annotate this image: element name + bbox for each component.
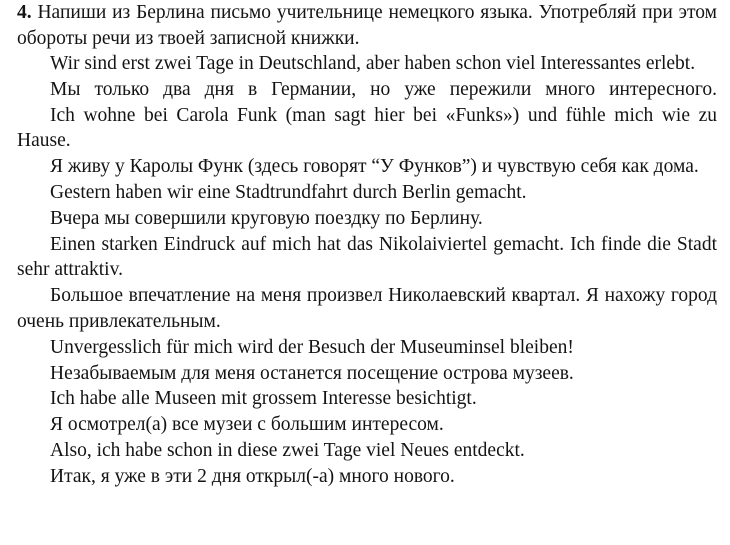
task-number: 4. xyxy=(17,2,32,23)
german-phrase: Ich habe alle Museen mit grossem Interesse besichtigt. xyxy=(50,388,477,410)
task-text: Напиши из Берлина письмо учительнице немецкого языка. Употребляй при этом обороты речи из твоей записной книжки. xyxy=(17,2,718,49)
german-phrase: Ich wohne bei Carola Funk (man sagt hier bei «Funks») und fühle mich wie zu Hause. xyxy=(17,104,717,152)
russian-translation: Мы только два дня в Германии, но уже пережили много интересного. xyxy=(50,78,717,100)
russian-translation: Большое впечатление на меня произвел Николаевский квартал. Я нахожу город очень привлекательным. xyxy=(17,285,717,332)
german-phrase: Also, ich habe schon in diese zwei Tage viel Neues entdeckt. xyxy=(50,439,525,461)
russian-translation: Я живу у Каролы Функ (здесь говорят “У Функов”) и чувствую себя как дома. xyxy=(50,156,699,178)
russian-translation: Итак, я уже в эти 2 дня открыл(-а) много нового. xyxy=(50,465,455,487)
german-phrase: Einen starken Eindruck auf mich hat das Nikolaiviertel gemacht. Ich finde die Stadt sehr attraktiv. xyxy=(17,233,717,281)
task-statement xyxy=(17,0,717,52)
german-phrase: Gestern haben wir eine Stadtrundfahrt durch Berlin gemacht. xyxy=(50,181,527,203)
russian-translation: Незабываемым для меня останется посещение острова музеев. xyxy=(50,362,574,384)
russian-translation: Я осмотрел(а) все музеи с большим интересом. xyxy=(50,414,444,436)
german-phrase: Unvergesslich für mich wird der Besuch der Museuminsel bleiben! xyxy=(50,336,574,358)
german-phrase: Wir sind erst zwei Tage in Deutschland, aber haben schon viel Interessantes erlebt. xyxy=(50,53,696,74)
russian-translation: Вчера мы совершили круговую поездку по Берлину. xyxy=(50,207,483,229)
letter-phrases xyxy=(17,51,717,490)
